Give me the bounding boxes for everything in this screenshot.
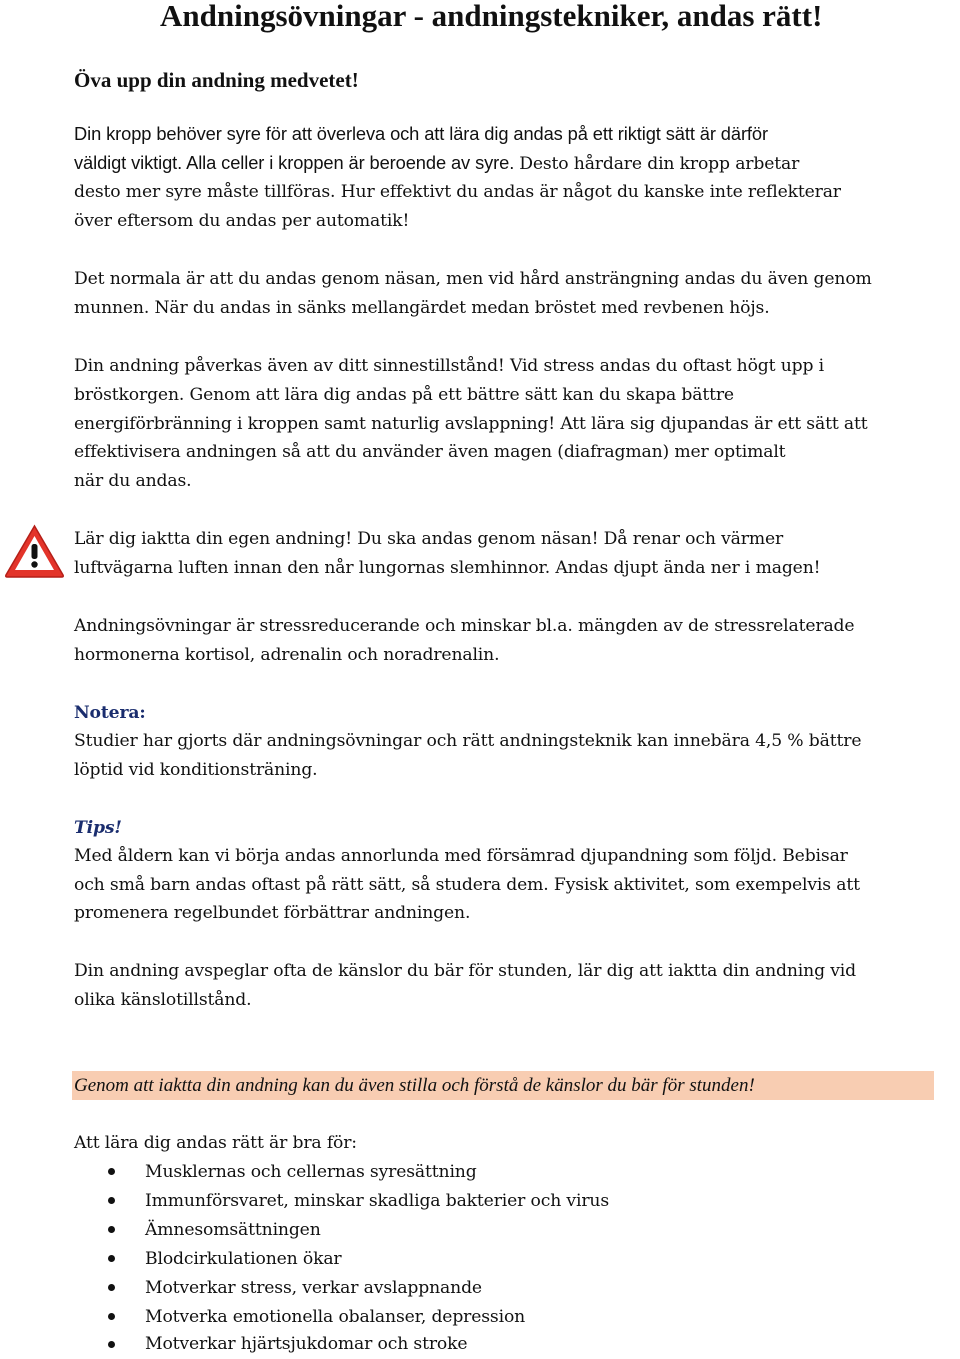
list-item: Motverka emotionella obalanser, depression bbox=[145, 1307, 526, 1327]
list-item: Immunförsvaret, minskar skadliga bakterier och virus bbox=[145, 1191, 609, 1211]
bullet-dot bbox=[108, 1284, 115, 1291]
para3-line-5: när du andas. bbox=[74, 471, 192, 491]
list-item: Motverkar hjärtsjukdomar och stroke bbox=[145, 1334, 468, 1354]
tips-line-2: och små barn andas oftast på rätt sätt, så studera dem. Fysisk aktivitet, som exempelvis att bbox=[74, 875, 860, 895]
warning-line-1: Lär dig iaktta din egen andning! Du ska andas genom näsan! Då renar och värmer bbox=[74, 529, 784, 549]
para8-line-2: olika känslotillstånd. bbox=[74, 990, 252, 1010]
para2-line-2: munnen. När du andas in sänks mellangärdet medan bröstet med revbenen höjs. bbox=[74, 298, 770, 318]
bullet-dot bbox=[108, 1313, 115, 1320]
para2-line-1: Det normala är att du andas genom näsan, men vid hård ansträngning andas du även genom bbox=[74, 269, 872, 289]
intro-line-4: över eftersom du andas per automatik! bbox=[74, 211, 410, 231]
intro-line-3 bbox=[74, 178, 841, 206]
list-item: Blodcirkulationen ökar bbox=[145, 1249, 342, 1269]
intro-line-3-a: desto mer syre måste tillföras. bbox=[74, 182, 336, 202]
list-item: Motverkar stress, verkar avslappnande bbox=[145, 1278, 482, 1298]
para3-line-3: energiförbränning i kroppen samt naturlig avslappning! Att lära sig djupandas är ett sätt att bbox=[74, 414, 868, 434]
para3-line-2: bröstkorgen. Genom att lära dig andas på ett bättre sätt kan du skapa bättre bbox=[74, 385, 734, 405]
para3-line-1: Din andning påverkas även av ditt sinnestillstånd! Vid stress andas du oftast högt upp i bbox=[74, 356, 824, 376]
notera-label: Notera: bbox=[74, 703, 146, 723]
list-heading: Att lära dig andas rätt är bra för: bbox=[74, 1133, 357, 1153]
bullet-dot bbox=[108, 1226, 115, 1233]
bullet-dot bbox=[108, 1255, 115, 1262]
warning-line-2: luftvägarna luften innan den når lungornas slemhinnor. Andas djupt ända ner i magen! bbox=[74, 558, 821, 578]
list-item: Musklernas och cellernas syresättning bbox=[145, 1162, 477, 1182]
notera-line-2: löptid vid konditionsträning. bbox=[74, 760, 318, 780]
intro-line-2-serif: Desto hårdare din kropp arbetar bbox=[519, 154, 800, 174]
bullet-dot bbox=[108, 1341, 115, 1348]
para5-line-2: hormonerna kortisol, adrenalin och noradrenalin. bbox=[74, 645, 500, 665]
tips-line-3: promenera regelbundet förbättrar andningen. bbox=[74, 903, 471, 923]
highlight-text: Genom att iaktta din andning kan du även stilla och förstå de känslor du bär för stunden! bbox=[74, 1075, 755, 1096]
tips-label: Tips! bbox=[74, 818, 122, 838]
list-item: Ämnesomsättningen bbox=[145, 1220, 321, 1240]
para3-line-4: effektivisera andningen så att du använder även magen (diafragman) mer optimalt bbox=[74, 442, 786, 462]
intro-line-2 bbox=[74, 149, 799, 178]
bullet-dot bbox=[108, 1168, 115, 1175]
notera-line-1: Studier har gjorts där andningsövningar och rätt andningsteknik kan innebära 4,5 % bättre bbox=[74, 731, 862, 751]
page-title: Andningsövningar - andningstekniker, andas rätt! bbox=[160, 0, 823, 33]
page-subtitle: Öva upp din andning medvetet! bbox=[74, 68, 359, 92]
intro-line-1: Din kropp behöver syre för att överleva och att lära dig andas på ett riktigt sätt är därför bbox=[74, 123, 768, 144]
intro-line-2-sans: väldigt viktigt. Alla celler i kroppen är beroende av syre. bbox=[74, 152, 515, 173]
tips-line-1: Med åldern kan vi börja andas annorlunda med försämrad djupandning som följd. Bebisar bbox=[74, 846, 848, 866]
para8-line-1: Din andning avspeglar ofta de känslor du bär för stunden, lär dig att iaktta din andning vid bbox=[74, 961, 856, 981]
bullet-dot bbox=[108, 1197, 115, 1204]
warning-triangle-icon bbox=[3, 523, 66, 579]
para5-line-1: Andningsövningar är stressreducerande och minskar bl.a. mängden av de stressrelaterade bbox=[74, 616, 855, 636]
intro-line-3-b: Hur effektivt du andas är något du kanske inte reflekterar bbox=[340, 182, 841, 202]
